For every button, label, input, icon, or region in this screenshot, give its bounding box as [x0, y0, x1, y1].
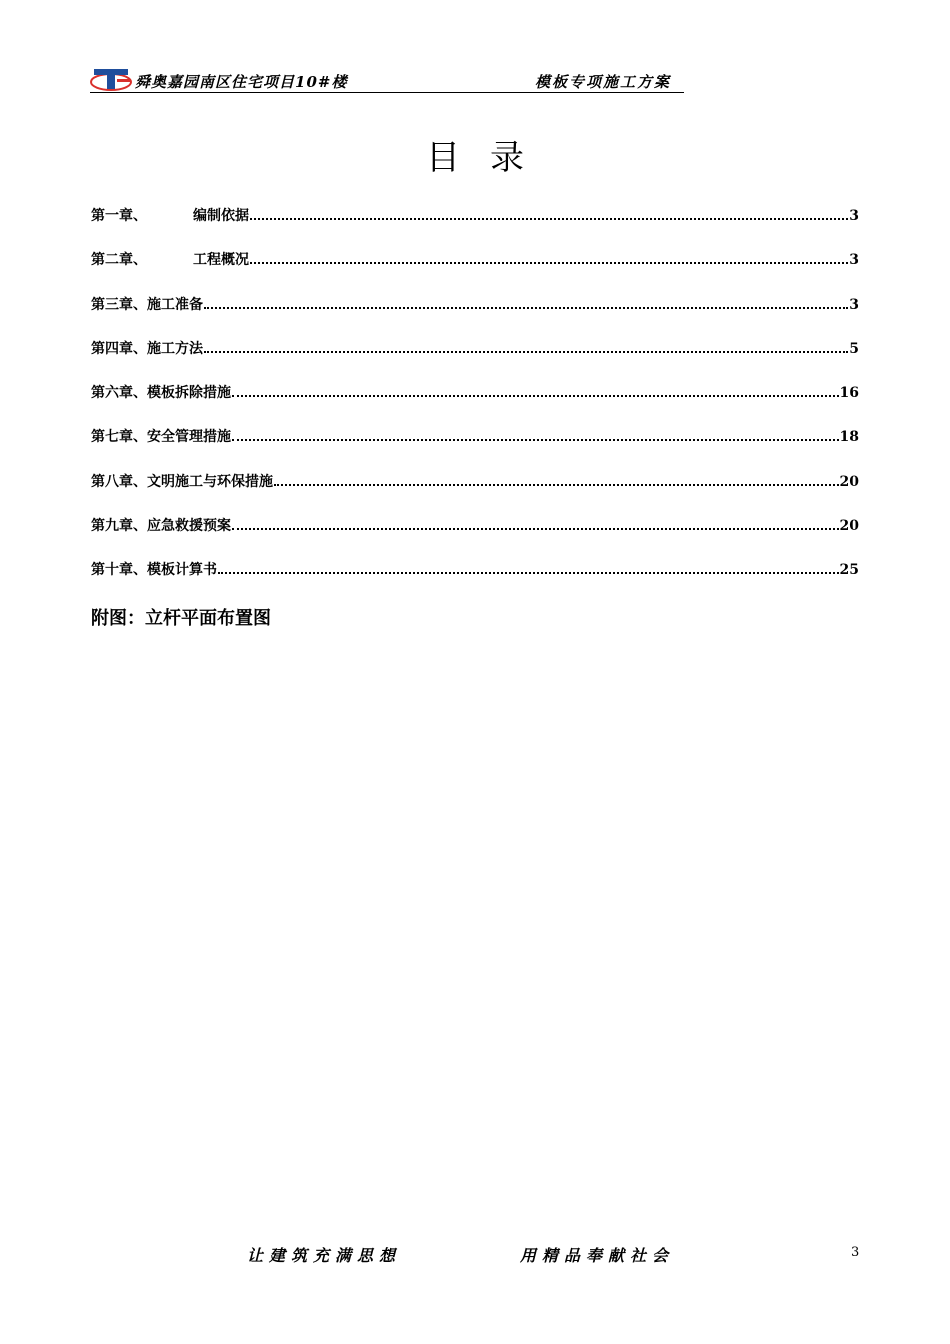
- dot-leader: [204, 350, 848, 353]
- chapter-title: 工程概况: [193, 252, 249, 269]
- dot-leader: [232, 527, 839, 530]
- toc-page-number: 20: [839, 518, 859, 535]
- toc-entry-2[interactable]: [91, 249, 859, 293]
- document-title: 模板专项施工方案: [535, 73, 672, 91]
- dot-leader: [250, 217, 848, 220]
- toc-entry-4[interactable]: [91, 338, 859, 382]
- chapter-number: 第九章、: [91, 518, 147, 535]
- toc-entry-7[interactable]: [91, 471, 859, 515]
- toc-page-number: 3: [849, 252, 859, 269]
- toc-page-number: 16: [839, 385, 859, 402]
- dot-leader: [274, 483, 839, 486]
- chapter-title: 模板计算书: [147, 562, 217, 579]
- chapter-title: 安全管理措施: [147, 429, 231, 446]
- dot-leader: [204, 306, 848, 309]
- dot-leader: [250, 261, 848, 264]
- chapter-number: 第二章、: [91, 252, 147, 269]
- chapter-title: 模板拆除措施: [147, 385, 231, 402]
- chapter-number: 第一章、: [91, 208, 147, 224]
- chapter-title: 编制依据: [193, 208, 249, 224]
- toc-entry-label: [91, 426, 231, 446]
- toc-entry-1[interactable]: [91, 205, 859, 249]
- toc-entry-5[interactable]: [91, 382, 859, 426]
- page-header: [90, 66, 684, 93]
- toc-entry-label: [91, 294, 203, 314]
- toc-entry-6[interactable]: [91, 426, 859, 470]
- footer-slogan-left: 让建筑充满思想: [247, 1246, 402, 1265]
- chapter-number: 第八章、: [91, 473, 147, 490]
- toc-page-number: 18: [839, 429, 859, 446]
- toc-heading: 目录: [426, 138, 554, 178]
- dot-leader: [232, 438, 839, 441]
- toc-entry-label: [91, 382, 231, 402]
- toc-page-number: 20: [839, 473, 859, 490]
- chapter-number: 第七章、: [91, 429, 147, 446]
- chapter-number: 第四章、: [91, 340, 147, 357]
- toc-entry-3[interactable]: [91, 294, 859, 338]
- footer-page-number: 3: [851, 1245, 860, 1260]
- toc-entry-label: [91, 249, 249, 269]
- toc-entry-label: [91, 559, 217, 579]
- dot-leader: [218, 571, 839, 574]
- chapter-title: 施工准备: [147, 296, 203, 313]
- dot-leader: [232, 394, 839, 397]
- chapter-number: 第六章、: [91, 385, 147, 402]
- toc-entry-label: [91, 471, 273, 491]
- toc-entry-label: [91, 515, 231, 535]
- footer-slogan-right: 用精品奉献社会: [520, 1246, 675, 1265]
- chapter-number: 第十章、: [91, 562, 147, 579]
- chapter-number: 第三章、: [91, 296, 147, 313]
- toc-entry-9[interactable]: [91, 559, 859, 603]
- chapter-title: 文明施工与环保措施: [147, 473, 273, 490]
- chapter-title: 施工方法: [147, 340, 203, 357]
- toc-page-number: 3: [849, 208, 859, 224]
- toc-entry-label: [91, 205, 249, 225]
- toc-page-number: 5: [849, 340, 859, 357]
- toc-page-number: 3: [849, 296, 859, 313]
- chapter-title: 应急救援预案: [147, 518, 231, 535]
- table-of-contents: [91, 205, 859, 604]
- appendix-line: 附图：立杆平面布置图: [91, 608, 271, 629]
- toc-entry-label: [91, 338, 203, 358]
- company-t-logo-icon: [90, 67, 132, 91]
- project-title: 舜奥嘉园南区住宅项目10#楼: [135, 73, 348, 91]
- toc-entry-8[interactable]: [91, 515, 859, 559]
- toc-page-number: 25: [839, 562, 859, 579]
